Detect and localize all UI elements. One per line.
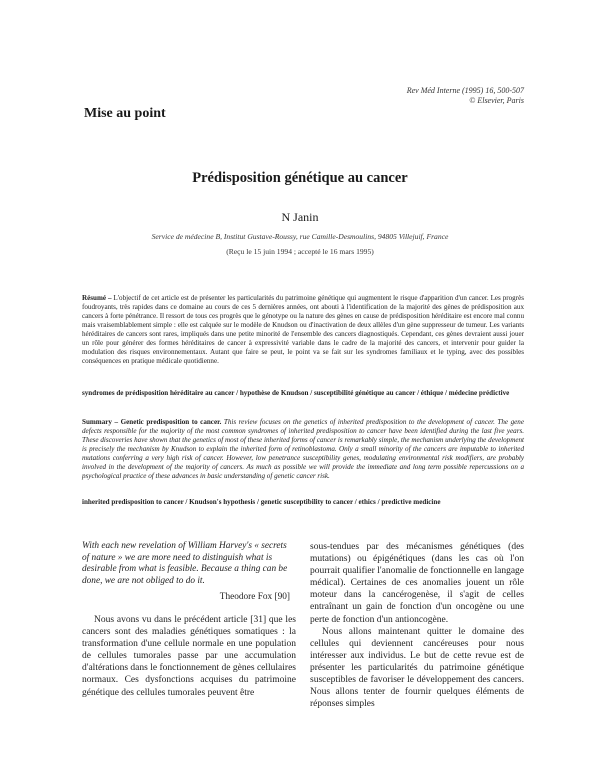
journal-line-1: Rev Méd Interne (1995) 16, 500-507 (406, 86, 524, 95)
article-author: N Janin (281, 210, 319, 224)
epigraph-author: Theodore Fox [90] (219, 592, 290, 602)
summary-text: This review focuses on the genetics of inherited predisposition to the development of cancer. The gene defects responsible for the majority of the most common syndromes of inherited predisposition to cancer have been identified during the last five years. These discoveries have shown that the genetics of most of these inherited forms of cancer is remarkably simple, the mechanism underlying the development is precisely the mechanism by Knudson to explain the inherited form of retinoblastoma. Only a small minority of the cancers are imputable to inherited mutations conferring a very high risk of cancer. However, low penetrance susceptibility genes, modulating environmental risk modifiers, are probably involved in the development of the majority of cancers. As much as possible we will provide the immediate and long term possible repercussions on a psychological practice of these advances in basic understanding of genetic cancer risk. (82, 418, 524, 481)
body-left-column (82, 614, 296, 699)
summary-abstract (82, 418, 524, 481)
journal-citation (407, 86, 524, 106)
left-paragraph-1: Nous avons vu dans le précédent article [31] que les cancers sont des maladies génétiques somatiques : la transformation d'une cellule normale en une population de cellules tumorales passe par une accumulation d'altérations dans le fonctionnement de gènes cellulaires normaux. Ces dysfonctions acquises du patrimoine génétique des cellules tumorales peuvent être (82, 615, 296, 698)
epigraph-quote: With each new revelation of William Harvey's « secrets of nature » we are more need to distinguish what is desirable from what is feasible. Because a thing can be done, we are not obliged to do it. (82, 541, 288, 586)
resume-label: Résumé – (82, 294, 112, 302)
article-title: Prédisposition génétique au cancer (192, 170, 408, 186)
summary-title: Genetic predisposition to cancer. (120, 418, 222, 426)
keywords-french: syndromes de prédisposition héréditaire au cancer / hypothèse de Knudson / susceptibilité génétique au cancer / éthique / médecine prédictive (82, 389, 510, 397)
section-label: Mise au point (84, 106, 166, 121)
summary-label: Summary – (82, 418, 119, 426)
author-affiliation: Service de médecine B, Institut Gustave-Roussy, rue Camille-Desmoulins, 94805 Villejuif, France (151, 232, 449, 241)
right-paragraph-1: sous-tendues par des mécanismes génétiques (des mutations) ou épigénétiques (dans les cas où l'on pourrait qualifier l'anomalie de fonctionnelle en langage médical). Certaines de ces anomalies jouent un rôle moteur dans la cancérogenèse, il s'agit de celles entraînant un gain de fonction d'un oncogène ou une perte de fonction d'un antioncogène. (310, 542, 524, 625)
received-dates: (Reçu le 15 juin 1994 ; accepté le 16 mars 1995) (226, 247, 374, 256)
journal-line-2: © Elsevier, Paris (469, 96, 524, 105)
right-paragraph-2: Nous allons maintenant quitter le domaine des cellules qui deviennent cancéreuses pour nous intéresser aux individus. Le but de cette revue est de présenter les particularités du patrimoine génétique susceptibles de favoriser le développement des cancers. Nous allons tenter de fournir quelques éléments de réponses simples (310, 626, 524, 710)
resume-text: L'objectif de cet article est de présenter les particularités du patrimoine génétique qui augmentent le risque d'apparition d'un cancer. Les progrès foudroyants, très rapides dans ce domaine au cours de ces 5 dernières années, ont abouti à l'identification de la majorité des gènes de prédisposition aux cancers à forte pénétrance. Il ressort de tous ces progrès que le génotype ou la nature des gènes en cause de prédisposition héréditaire est encore mal connu mais vraisemblablement simple : elle est calquée sur le modèle de Knudson ou d'inactivation de deux allèles d'un gène suppresseur de tumeur. Les variants héréditaires de cancers sont rares, impliqués dans une petite minorité de l'ensemble des cancers diagnostiqués. Cependant, ces gènes devraient aussi jouer un rôle pour générer des formes héréditaires de cancer à expressivité variable dans le cadre de la majorité des cancers, et intervenir pour guider la modulation des risques environnementaux. Autant que faire se peut, le point va se fait sur les syndromes familiaux et le typing, avec des possibles conséquences en pratique médicale quotidienne. (82, 294, 525, 366)
body-right-column (310, 541, 524, 710)
keywords-english: inherited predisposition to cancer / Knudson's hypothesis / genetic susceptibility to cancer / ethics / predictive medicine (82, 498, 441, 506)
resume-abstract (82, 294, 524, 366)
